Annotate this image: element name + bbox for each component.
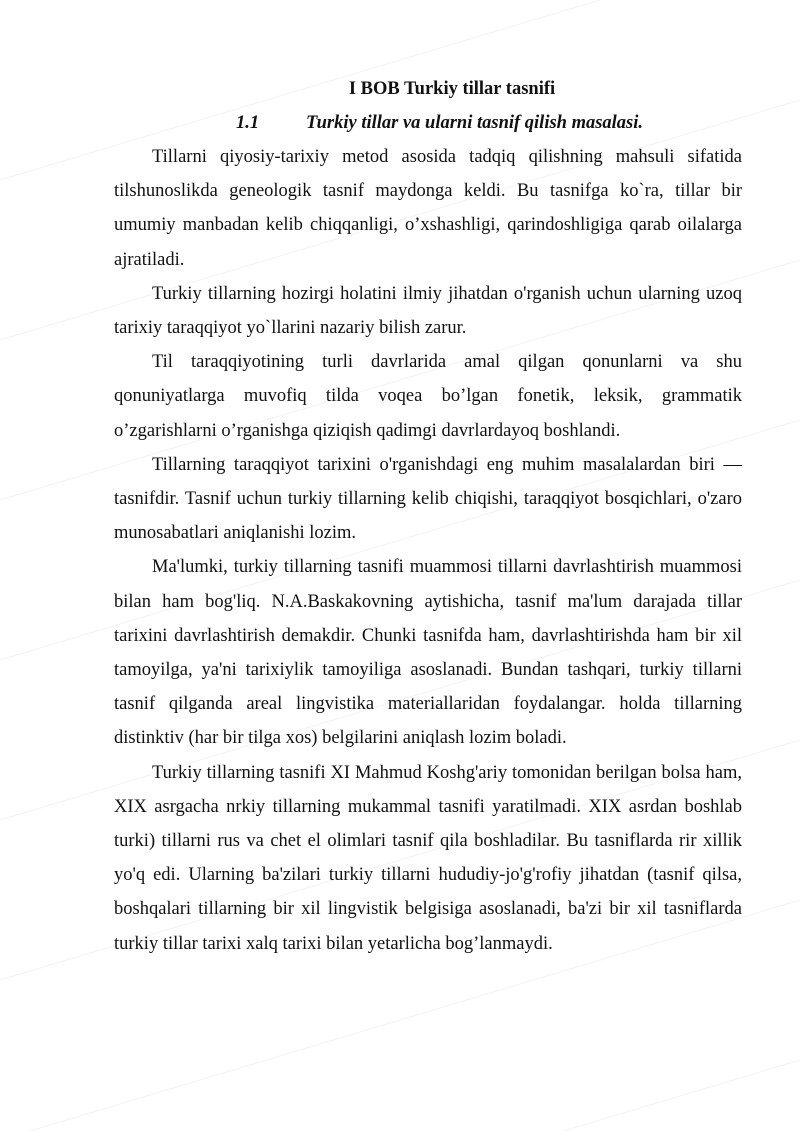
chapter-title: I BOB Turkiy tillar tasnifi [348,79,556,99]
section-number: 1.1 [236,113,260,133]
paragraph: Turkiy tillarning tasnifi XI Mahmud Koshg'ariy tomonidan berilgan bolsa ham, XIX asrgacha nrkiy tillarning mukammal tasnifi yaratilmadi. XIX asrdan boshlab turki) tillarni rus va chet el olimlari tasnif qila boshladilar. Bu tasniflarda rir xillik yo'q edi. Ularning ba'zilari turkiy tillarni hududiy-jo'g'rofiy jihatdan (tasnif qilsa, boshqalari tillarning bir xil lingvistik belgisiga asoslanadi, ba'zi bir xil tasniflarda turkiy tillar tarixi xalq tarixi bilan yetarlicha bog’lanmaydi. [114,762,742,954]
section-title: Turkiy tillar va ularni tasnif qilish masalasi. [306,113,644,133]
paragraph: Turkiy tillarning hozirgi holatini ilmiy jihatdan o'rganish uchun ularning uzoq tarixiy taraqqiyot yo`llarini nazariy bilish zarur. [114,283,742,339]
paragraph: Ma'lumki, turkiy tillarning tasnifi muammosi tillarni davrlashtirish muammosi bilan ham bog'liq. N.A.Baskakovning aytishicha, tasnif ma'lum darajada tillar tarixini davrlashtirish demakdir. Chunki tasnifda ham, davrlashtirishda ham bir xil tamoyilga, ya'ni tarixiylik tamoyiliga asoslanadi. Bundan tashqari, turkiy tillarni tasnif qilganda areal lingvistika materiallaridan foydalangar. holda tillarning distinktiv (har bir tilga xos) belgilarini aniqlash lozim boladi. [114,557,742,749]
paragraph: Tillarni qiyosiy-tarixiy metod asosida tadqiq qilishning mahsuli sifatida tilshunoslikda geneologik tasnif maydonga keldi. Bu tasnifga ko`ra, tillar bir umumiy manbadan kelib chiqqanligi, o’xshashligi, qarindoshligiga qarab oilalarga ajratiladi. [114,147,742,270]
paragraph: Tillarning taraqqiyot tarixini o'rganishdagi eng muhim masalalardan biri —tasnifdir. Tasnif uchun turkiy tillarning kelib chiqishi, taraqqiyot bosqichlari, o'zaro munosabatlari aniqlanishi lozim. [114,454,742,544]
section-heading [114,106,742,140]
document-body [114,72,742,961]
paragraph: Til taraqqiyotining turli davrlarida amal qilgan qonunlarni va shu qonuniyatlarga muvofiq tilda voqea bo’lgan fonetik, leksik, grammatik o’zgarishlarni o’rganishga qiziqish qadimgi davrlardayoq boshlandi. [114,352,742,441]
